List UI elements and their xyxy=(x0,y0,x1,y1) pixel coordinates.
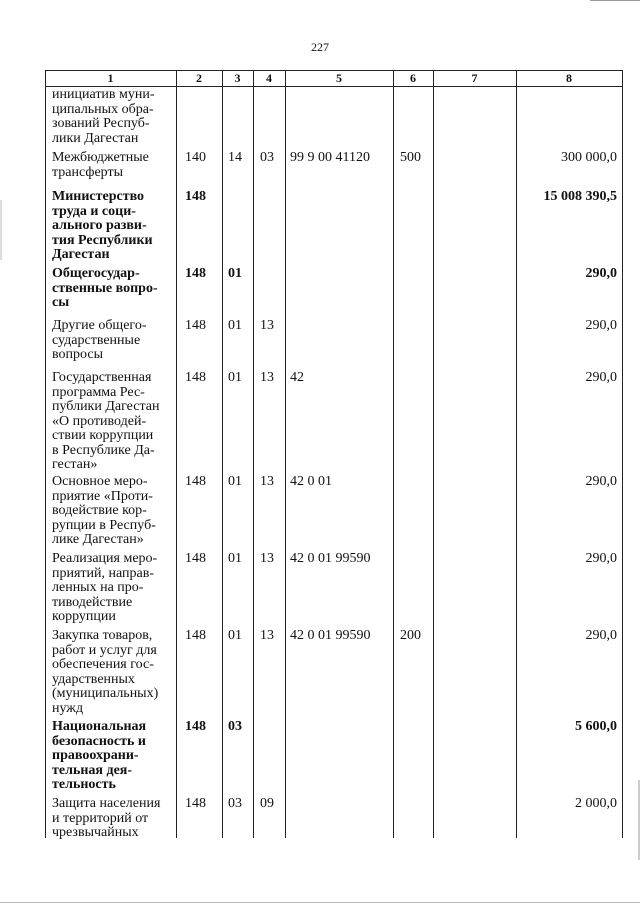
row-name: Межбюджетные трансферты xyxy=(52,150,149,180)
row-amount: 290,0 xyxy=(585,370,617,385)
row-code-section: 14 xyxy=(228,150,242,165)
row-code-ministry: 140 xyxy=(185,150,206,165)
row-name: Защита населения и территорий от чрезвычайных xyxy=(52,796,161,840)
row-name: Реализация меро- приятий, направ- ленных на про- тиводействие коррупции xyxy=(52,551,158,624)
row-amount: 2 000,0 xyxy=(575,796,617,811)
row-code-ministry: 148 xyxy=(185,551,206,566)
row-code-target: 99 9 00 41120 xyxy=(290,150,370,165)
row-amount: 290,0 xyxy=(585,551,617,566)
row-code-subsection: 03 xyxy=(260,150,274,165)
column-divider xyxy=(433,70,434,838)
row-code-target: 42 0 01 99590 xyxy=(290,628,371,643)
row-code-section: 01 xyxy=(228,318,242,333)
table-border-left xyxy=(45,70,46,838)
row-code-subsection: 09 xyxy=(260,796,274,811)
header-col-4: 4 xyxy=(266,71,272,85)
row-code-expense-type: 200 xyxy=(400,628,421,643)
row-name: Министерство труда и соци- ального разви- тия Республики Дагестан xyxy=(52,189,153,262)
row-amount: 15 008 390,5 xyxy=(543,189,617,204)
column-divider xyxy=(393,70,394,838)
scan-edge-left xyxy=(0,200,2,260)
row-code-target: 42 xyxy=(290,370,304,385)
scan-edge-top xyxy=(590,0,640,4)
header-col-3: 3 xyxy=(234,71,241,85)
row-code-target: 42 0 01 99590 xyxy=(290,551,371,566)
row-code-ministry: 148 xyxy=(185,189,206,204)
row-name: Государственная программа Рес- публики Дагестан «О противодей- ствии коррупции в Республике Да- гестан» xyxy=(52,370,160,472)
header-col-8: 8 xyxy=(566,71,572,85)
row-code-expense-type: 500 xyxy=(400,150,421,165)
row-amount: 290,0 xyxy=(585,474,617,489)
row-code-section: 01 xyxy=(228,370,242,385)
column-divider xyxy=(253,70,254,838)
page-number: 227 xyxy=(311,40,329,54)
row-name: Общегосудар- ственные вопро- сы xyxy=(52,266,158,310)
row-code-subsection: 13 xyxy=(260,551,274,566)
row-amount: 290,0 xyxy=(585,318,617,333)
column-divider xyxy=(285,70,286,838)
scan-edge-bottom xyxy=(0,902,640,903)
header-col-6: 6 xyxy=(410,71,416,85)
header-col-7: 7 xyxy=(471,71,478,85)
row-code-section: 01 xyxy=(228,628,242,643)
row-amount: 5 600,0 xyxy=(575,719,617,734)
column-divider xyxy=(222,70,223,838)
header-col-1: 1 xyxy=(107,71,114,85)
row-name: Другие общего- сударственные вопросы xyxy=(52,318,147,362)
row-amount: 290,0 xyxy=(585,266,617,281)
column-divider xyxy=(176,70,177,838)
row-amount: 290,0 xyxy=(585,628,617,643)
row-code-subsection: 13 xyxy=(260,628,274,643)
row-code-subsection: 13 xyxy=(260,370,274,385)
row-code-ministry: 148 xyxy=(185,474,206,489)
row-code-section: 01 xyxy=(228,266,242,281)
row-code-section: 01 xyxy=(228,551,242,566)
row-code-subsection: 13 xyxy=(260,318,274,333)
row-code-section: 01 xyxy=(228,474,242,489)
row-code-section: 03 xyxy=(228,796,242,811)
header-col-5: 5 xyxy=(336,71,342,85)
row-code-ministry: 148 xyxy=(185,370,206,385)
table-border-right xyxy=(622,70,623,838)
row-name: Закупка товаров, работ и услуг для обеспечения гос- ударственных (муниципальных) нужд xyxy=(52,628,159,716)
budget-table xyxy=(45,70,623,838)
row-code-section: 03 xyxy=(228,719,242,734)
row-code-ministry: 148 xyxy=(185,719,206,734)
row-code-ministry: 148 xyxy=(185,628,206,643)
row-amount: 300 000,0 xyxy=(561,150,617,165)
row-name: Национальная безопасность и правоохрани- тельная дея- тельность xyxy=(52,719,147,792)
row-name: инициатив муни- ципальных обра- зований Респуб- лики Дагестан xyxy=(52,87,155,146)
row-code-ministry: 148 xyxy=(185,266,206,281)
header-col-2: 2 xyxy=(196,71,202,85)
row-code-ministry: 148 xyxy=(185,796,206,811)
row-code-subsection: 13 xyxy=(260,474,274,489)
row-name: Основное меро- приятие «Проти- водействие кор- рупции в Респуб- лике Дагестан» xyxy=(52,474,156,547)
row-code-ministry: 148 xyxy=(185,318,206,333)
row-code-target: 42 0 01 xyxy=(290,474,332,489)
